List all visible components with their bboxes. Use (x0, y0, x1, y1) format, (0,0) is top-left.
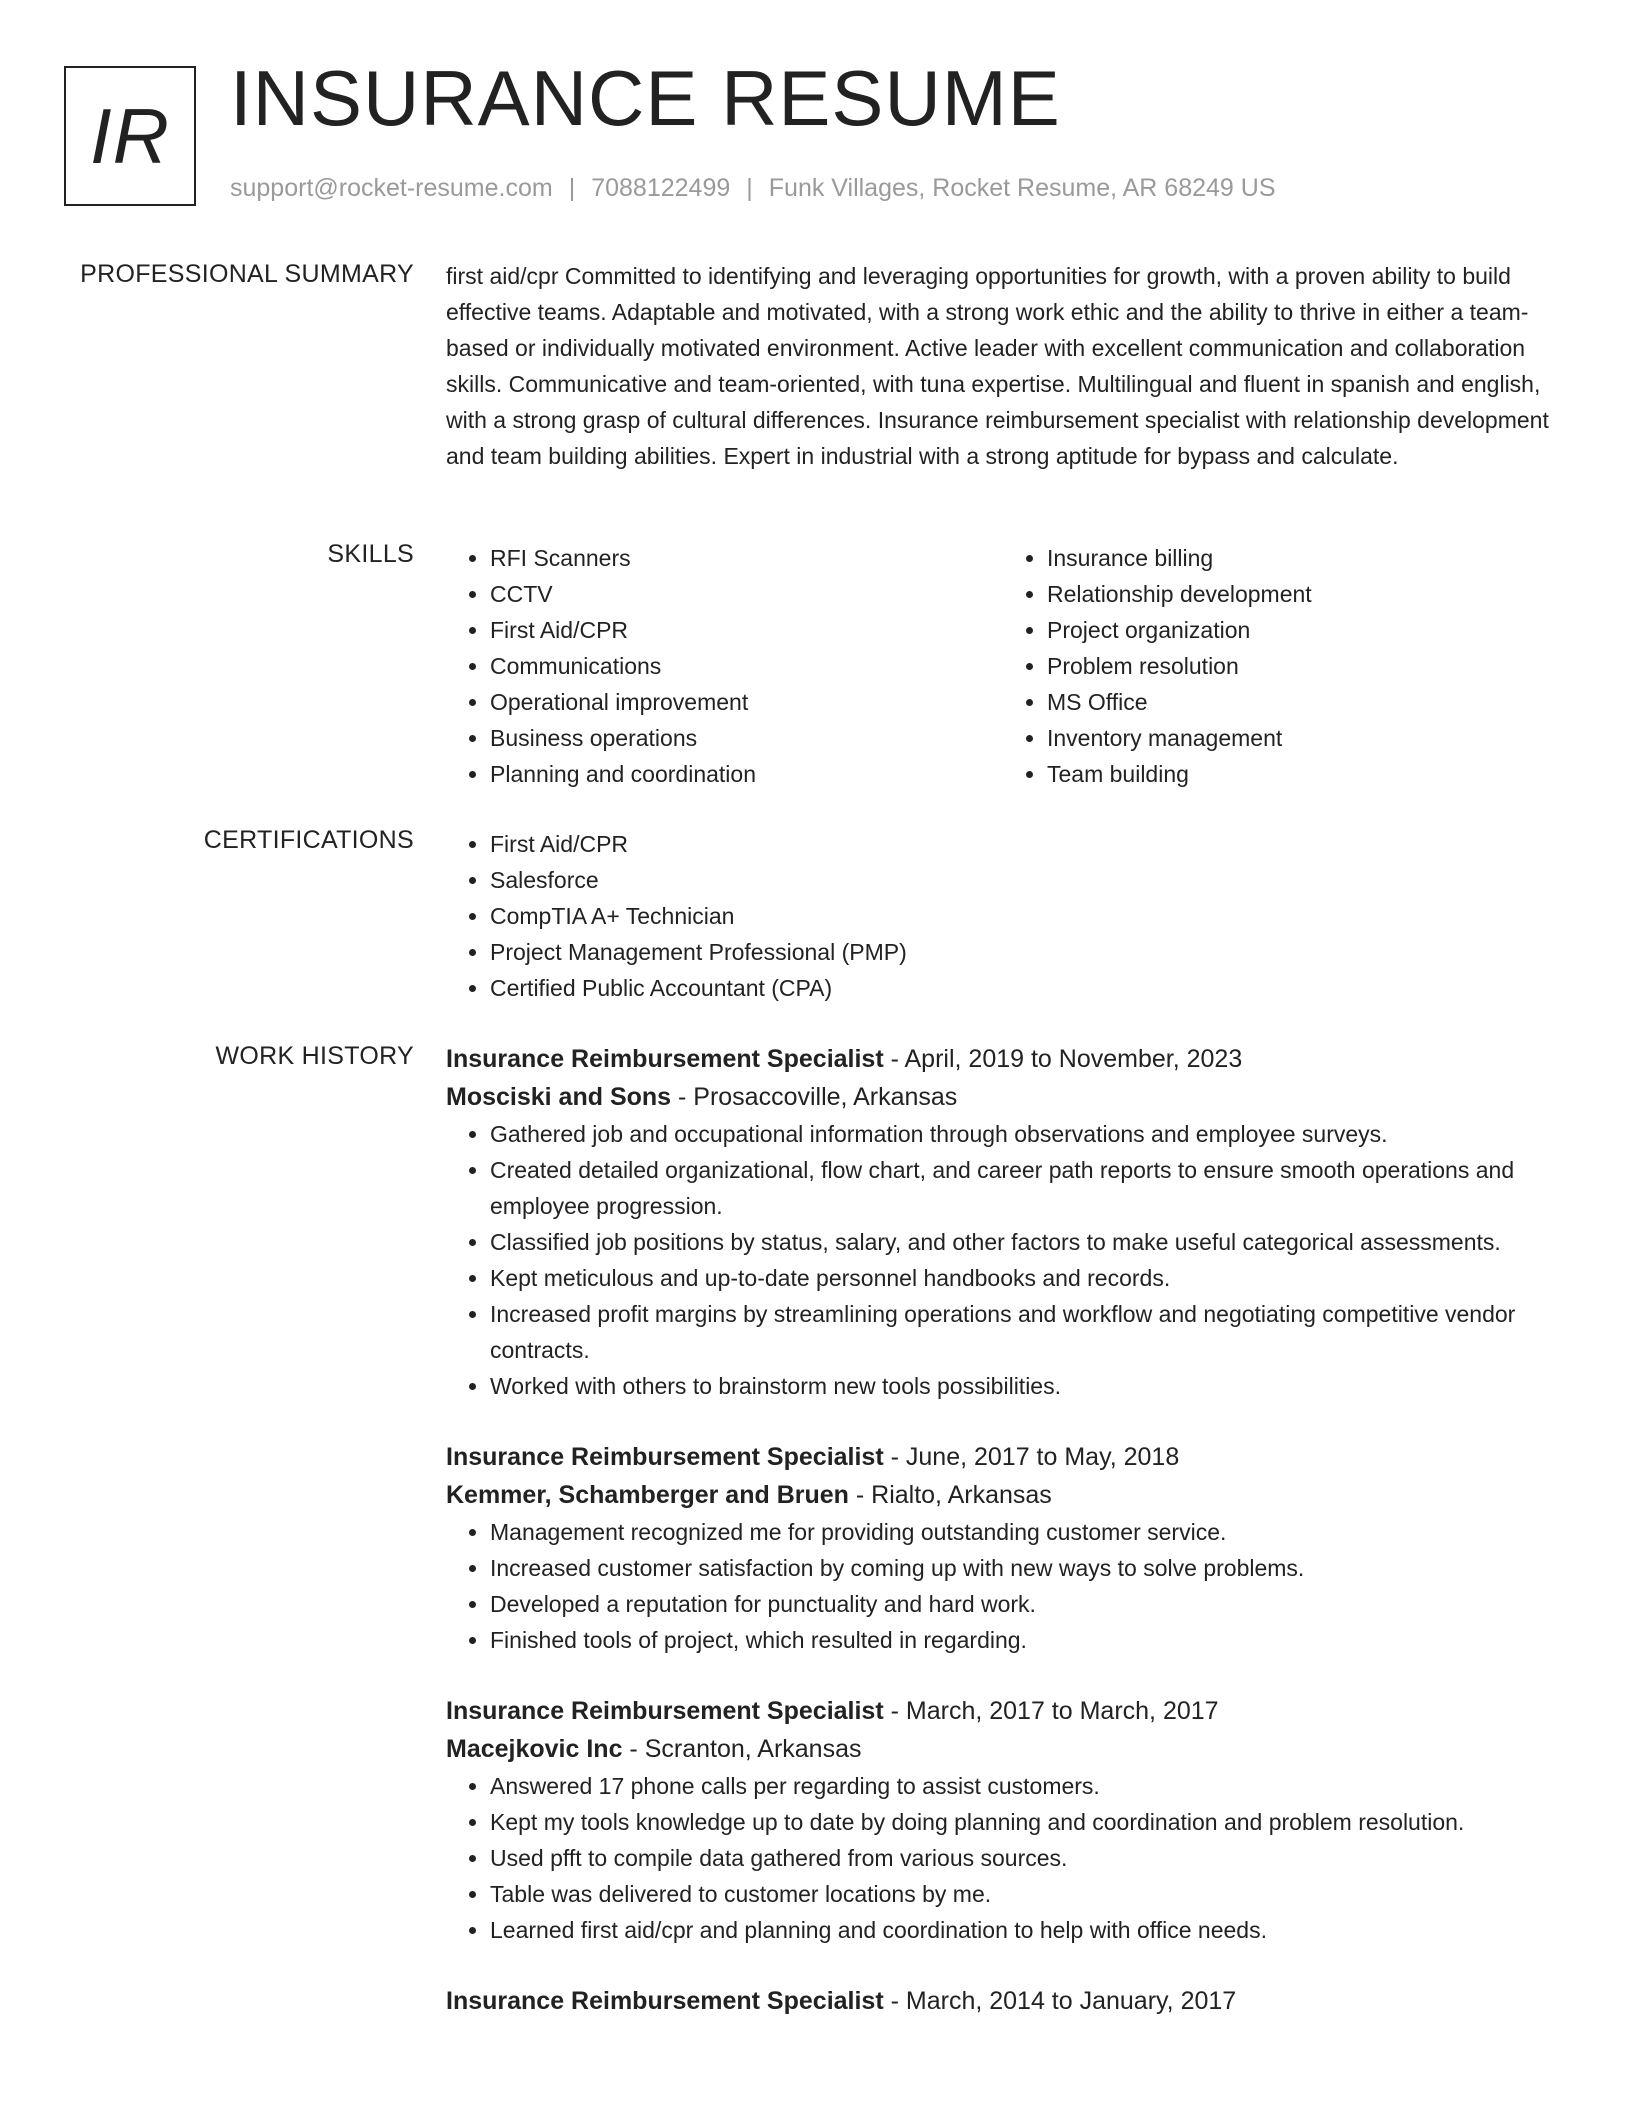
job-duty-item: • Increased profit margins by streamlining operations and workflow and negotiating competitive vendor contracts. (490, 1296, 1560, 1368)
skills-list-left (446, 540, 1003, 792)
job-title-line (446, 1692, 1560, 1730)
work-history-heading: WORK HISTORY (215, 1042, 414, 1070)
job-company-line (446, 1476, 1560, 1514)
skill-item: • Team building (1047, 756, 1560, 792)
skills-list-right (1003, 540, 1560, 792)
job-duty-item: • Kept my tools knowledge up to date by doing planning and coordination and problem resolution. (490, 1804, 1560, 1840)
contact-email[interactable]: support@rocket-resume.com (230, 174, 553, 202)
job-duty-item: • Used pfft to compile data gathered from various sources. (490, 1840, 1560, 1876)
job-entry (446, 1438, 1560, 1658)
certification-item: • First Aid/CPR (490, 826, 1560, 862)
job-location: - Scranton, Arkansas (622, 1735, 862, 1763)
contact-separator: | (746, 174, 753, 202)
job-dates: - June, 2017 to May, 2018 (883, 1443, 1180, 1471)
summary-text: first aid/cpr Committed to identifying and leveraging opportunities for growth, with a proven ability to build effective teams. Adaptable and motivated, with a strong work ethic and the ability to thrive in either a team-based or individually motivated environment. Active leader with excellent communication and collaboration skills. Communicative and team-oriented, with tuna expertise. Multilingual and fluent in spanish and english, with a strong grasp of cultural differences. Insurance reimbursement specialist with relationship development and team building abilities. Expert in industrial with a strong aptitude for bypass and calculate. (446, 263, 1549, 469)
job-duties-list (446, 1514, 1560, 1658)
skill-item: • Operational improvement (490, 684, 1003, 720)
skills-heading: SKILLS (327, 540, 414, 568)
page-title: INSURANCE RESUME (230, 54, 1061, 142)
job-duty-item: • Management recognized me for providing outstanding customer service. (490, 1514, 1560, 1550)
job-duties-list (446, 1116, 1560, 1404)
job-duty-item: • Developed a reputation for punctuality and hard work. (490, 1586, 1560, 1622)
job-duty-item: • Increased customer satisfaction by coming up with new ways to solve problems. (490, 1550, 1560, 1586)
job-duty-item: • Worked with others to brainstorm new tools possibilities. (490, 1368, 1560, 1404)
skill-item: • CCTV (490, 576, 1003, 612)
job-company-line (446, 1730, 1560, 1768)
job-duties-list (446, 1768, 1560, 1948)
contact-line (230, 174, 1276, 203)
job-duty-item: • Gathered job and occupational information through observations and employee surveys. (490, 1116, 1560, 1152)
skill-item: • RFI Scanners (490, 540, 1003, 576)
skill-item: • Communications (490, 648, 1003, 684)
job-title-line (446, 1982, 1560, 2020)
certification-item: • Salesforce (490, 862, 1560, 898)
job-company: Kemmer, Schamberger and Bruen (446, 1481, 849, 1509)
job-title-line (446, 1438, 1560, 1476)
summary-body (446, 258, 1560, 474)
skill-item: • First Aid/CPR (490, 612, 1003, 648)
certifications-body (446, 826, 1560, 1006)
skill-item: • Problem resolution (1047, 648, 1560, 684)
job-title: Insurance Reimbursement Specialist (446, 1443, 884, 1471)
skill-item: • Insurance billing (1047, 540, 1560, 576)
job-title-line (446, 1040, 1560, 1078)
job-company-line (446, 1078, 1560, 1116)
job-title: Insurance Reimbursement Specialist (446, 1045, 884, 1073)
summary-heading: PROFESSIONAL SUMMARY (80, 260, 414, 288)
job-title: Insurance Reimbursement Specialist (446, 1987, 884, 2015)
skill-item: • Inventory management (1047, 720, 1560, 756)
skills-columns (446, 540, 1560, 792)
skill-item: • MS Office (1047, 684, 1560, 720)
job-duty-item: • Classified job positions by status, salary, and other factors to make useful categorical assessments. (490, 1224, 1560, 1260)
job-duty-item: • Kept meticulous and up-to-date personnel handbooks and records. (490, 1260, 1560, 1296)
job-duty-item: • Created detailed organizational, flow chart, and career path reports to ensure smooth operations and employee progression. (490, 1152, 1560, 1224)
job-duty-item: • Finished tools of project, which resulted in regarding. (490, 1622, 1560, 1658)
job-location: - Prosaccoville, Arkansas (671, 1083, 958, 1111)
job-duty-item: • Learned first aid/cpr and planning and coordination to help with office needs. (490, 1912, 1560, 1948)
job-duty-item: • Table was delivered to customer locations by me. (490, 1876, 1560, 1912)
monogram-badge: IR (64, 66, 196, 206)
job-company: Mosciski and Sons (446, 1083, 672, 1111)
certification-item: • CompTIA A+ Technician (490, 898, 1560, 934)
contact-phone[interactable]: 7088122499 (591, 174, 731, 202)
job-company: Macejkovic Inc (446, 1735, 623, 1763)
skill-item: • Business operations (490, 720, 1003, 756)
job-entry (446, 1982, 1560, 2020)
skill-item: • Relationship development (1047, 576, 1560, 612)
job-location: - Rialto, Arkansas (848, 1481, 1052, 1509)
work-history-body (446, 1040, 1560, 2054)
job-entry (446, 1040, 1560, 1404)
job-title: Insurance Reimbursement Specialist (446, 1697, 884, 1725)
certifications-heading: CERTIFICATIONS (203, 826, 414, 854)
skill-item: • Planning and coordination (490, 756, 1003, 792)
job-dates: - March, 2017 to March, 2017 (883, 1697, 1219, 1725)
certification-item: • Certified Public Accountant (CPA) (490, 970, 1560, 1006)
contact-address: Funk Villages, Rocket Resume, AR 68249 US (768, 174, 1276, 202)
certification-item: • Project Management Professional (PMP) (490, 934, 1560, 970)
job-entry (446, 1692, 1560, 1948)
job-duty-item: • Answered 17 phone calls per regarding to assist customers. (490, 1768, 1560, 1804)
certifications-list (446, 826, 1560, 1006)
contact-separator: | (568, 174, 576, 202)
job-dates: - April, 2019 to November, 2023 (883, 1045, 1243, 1073)
skill-item: • Project organization (1047, 612, 1560, 648)
job-dates: - March, 2014 to January, 2017 (883, 1987, 1237, 2015)
